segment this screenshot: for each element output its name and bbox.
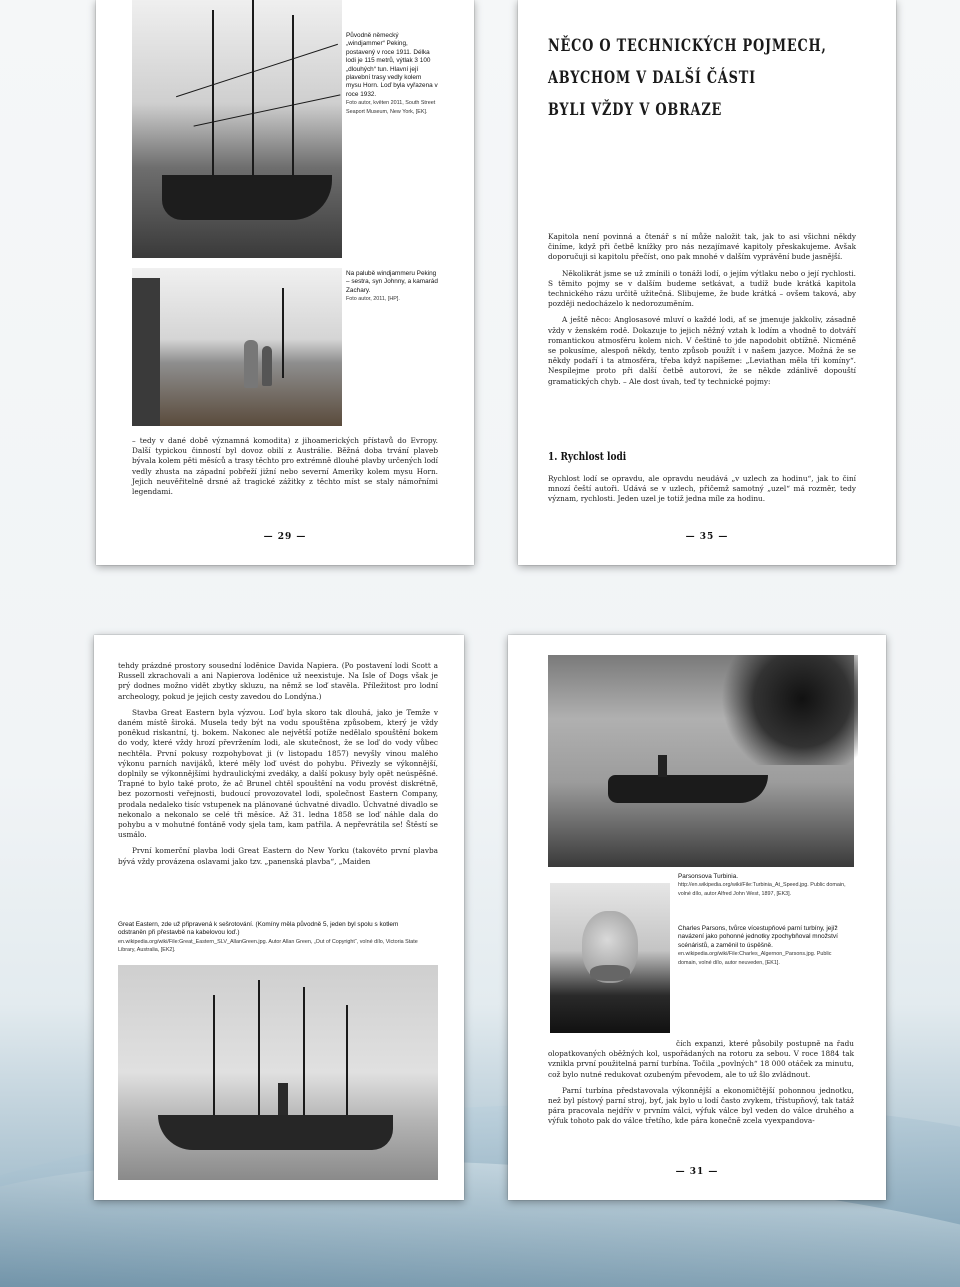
deck-caption: Na palubě windjammeru Peking – sestra, syn Johnny, a kamarád Zachary. Foto autor, 2011, [HP].: [346, 270, 438, 303]
parsons-caption: Charles Parsons, tvůrce vícestupňové parní turbíny, jejíž navázení jako pohonné jednotky zpochybňoval množství scénáristů, a zaměnil to úspěšně. en.wikipedia.org/wiki/File:Charles_Algernon_Parsons.jpg. Public domain, volné dílo, autor neuveden, [EK1].: [678, 925, 838, 966]
page-3-text: tehdy prázdné prostory sousední loděnice Davida Napiera. (Po postavení lodi Scott a Russell zkrachovali a ani Napierova loděnice už neexistuje. Na Isle of Dogs však je prý dodnes možno vidět zbytky skluzu, na němž se loď stavěla. Příležitost pro lodní archeology, pokud je jejich cesty zavedou do Londýna.) Stavba Great Eastern byla výzvou. Loď byla skoro tak dlouhá, jako je Temže v daném místě široká. Musela tedy být na vodu spouštěna způsobem, který je vždy poněkud riskantní, tj. bokem. Nakonec ale největší potíže nedělalo spouštění bokem do vody, které vždy hrozí převržením lodi, ale skutečnost, že se loď do vody vůbec nechtěla. První pokusy rozpohybovat ji (v listopadu 1857) nevyšly vinou malého výkonu parních navijáků, které měly loď uvést do pohybu. Přivezly se výkonnější, doplnily se výkonnějšími hydraulickými zvedáky, a další pokusy byly opět neúspěšné. Trapné to bylo také proto, že ač Brunel chtěl spouštění na vodu provést diskrétně, bez pozornosti veřejnosti, budoucí provozovatel lodi, společnost Eastern Company, prodala nedaleko tisíc vstupenek na plánované úchvatné divadlo. Úchvatné divadlo se nekonalo a nekonalo se celé tři měsíce. Až 31. ledna 1858 se loď náhle dala do pohybu a v mohutné fontáně vody sjela tam, kam patřila. A nepřevrátila se! Štěstí se usmálo. První komerční plavba lodi Great Eastern do New Yorku (takovéto první plavba bývá vždy provázena oslavami jako tzv. „panenská plavba“, „Maiden: [118, 661, 438, 866]
page-35-section-text: Rychlost lodí se opravdu, ale opravdu neudává „v uzlech za hodinu“, jak to činí mnozí čeští autoři. Udává se v uzlech, přičemž samotný „uzel“ má rozměr, tedy význam, rychlosti. Jeden uzel je totiž jedna míle za hodinu.: [548, 474, 856, 504]
page-number-31: — 31 —: [675, 1167, 719, 1177]
peking-ship-photo: [132, 0, 342, 258]
section-heading: 1. Rychlost lodi: [548, 450, 627, 463]
great-eastern-caption: Great Eastern, zde už připravená k sešrotování. (Komíny měla původně 5, jeden byl spolu s kotlem odstraněn při přestavbě na kabelovou loď.) en.wikipedia.org/wiki/File:Great_Eastern_SLV_AllanGreen.jpg. Autor Allan Green, „Out of Copyright“, volné dílo, Victoria State Library, Australia, [EK2].: [118, 921, 418, 954]
peking-caption: Původně německý „windjammer“ Peking, postavený v roce 1911. Délka lodi je 115 metrů, výtlak 3 100 „dlouhých“ tun. Hlavní její plavební trasy vedly kolem mysu Horn. Loď byla vyřazena v roce 1932. Foto autor, květen 2011, South Street Seaport Museum, New York, [EK].: [346, 32, 438, 115]
page-35-text: Kapitola není povinná a čtenář s ní může naložit tak, jak to asi všichni někdy činíme, když při četbě knížky pro nás nezajímavé kapitoly přeskakujeme. Avšak doporučuji si kapitolu přečíst, ono pak mnohé v dalším vyprávění bude jasnější. Několikrát jsme se už zmínili o tonáži lodí, o jejím výtlaku nebo o její rychlosti. S těmito pojmy se v dalším budeme setkávat, a tudíž bude krátká kapitola technického rázu určitě užitečná. Slibujeme, že bude krátká – ovšem taková, aby později nedocházelo k nedorozuměním. A ještě něco: Anglosasové mluví o každé lodi, ať se jmenuje jakkoliv, zásadně vždy v ženském rodě. Dokazuje to jejich něžný vztah k lodím a vhodně to dotváří romantickou atmosféru kolem nich. V češtině to jde napodobit obtížně. Nicméně se pokusíme, alespoň někdy, tento způsob použít i v našem jazyce. Možná že se někdy podaří i ta atmosféra, třeba když napíšeme: „Leviathan měla tři komíny“. Nespílejme proto při další četbě autorovi, že se někde zdánlivě dopouští gramatických chyb. – Ale dost úvah, teď ty technické pojmy:: [548, 232, 856, 386]
page-29: [96, 0, 474, 565]
turbinia-caption: Parsonsova Turbinia. http://en.wikipedia.org/wiki/File:Turbinia_At_Speed.jpg. Public domain, volné dílo, autor Alfred John West, 1897, [EK3].: [678, 873, 846, 897]
page-29-text: – tedy v dané době významná komodita) z jihoamerických přístavů do Evropy. Další typickou činností byl dovoz obilí z Austrálie. Běžná doba trvání plaveb bývala kolem pěti měsíců a trasy těchto pro extrémně dlouhé plavby určených lodí vedly zhusta na západní pobřeží jižní nebo severní Ameriky kolem mysu Horn. Jejich neuvěřitelně drsné až tragické zážitky z těchto míst se staly námořními legendami.: [132, 436, 438, 497]
page-35: [518, 0, 896, 565]
page-31-text: čích expanzi, které působily postupně na řadu olopatkovaných oběžných kol, uspořádaných na rotoru za sebou. V roce 1884 tak vznikla první použitelná parní turbína. Točila „povlných“ 18 000 otáček za minutu, což bylo nutné redukovat ozubeným převodem, ale to už šlo zvládnout. Parní turbína představovala výkonnější a ekonomičtější pohonnou jednotku, než byl pístový parní stroj, byť, jak bylo u lodí často zvykem, třístupňový, tak tatáž pára pracovala nejdřív v prvním válci, výfuk válce byl veden do válce druhého a výfuk tohoto pak do válce třetího, kde pára konečně zcela vyexpandova-: [548, 1039, 854, 1126]
deck-photo: [132, 268, 342, 426]
page-number-35: — 35 —: [685, 532, 729, 542]
page-31: [508, 635, 886, 1200]
turbinia-photo: [548, 655, 854, 867]
chapter-title: NĚCO O TECHNICKÝCH POJMECH, ABYCHOM V DALŠÍ ČÁSTI BYLI VŽDY V OBRAZE: [548, 36, 827, 119]
page-great-eastern: [94, 635, 464, 1200]
parsons-portrait: [550, 883, 670, 1033]
page-number-29: — 29 —: [263, 532, 307, 542]
great-eastern-photo: [118, 965, 438, 1180]
